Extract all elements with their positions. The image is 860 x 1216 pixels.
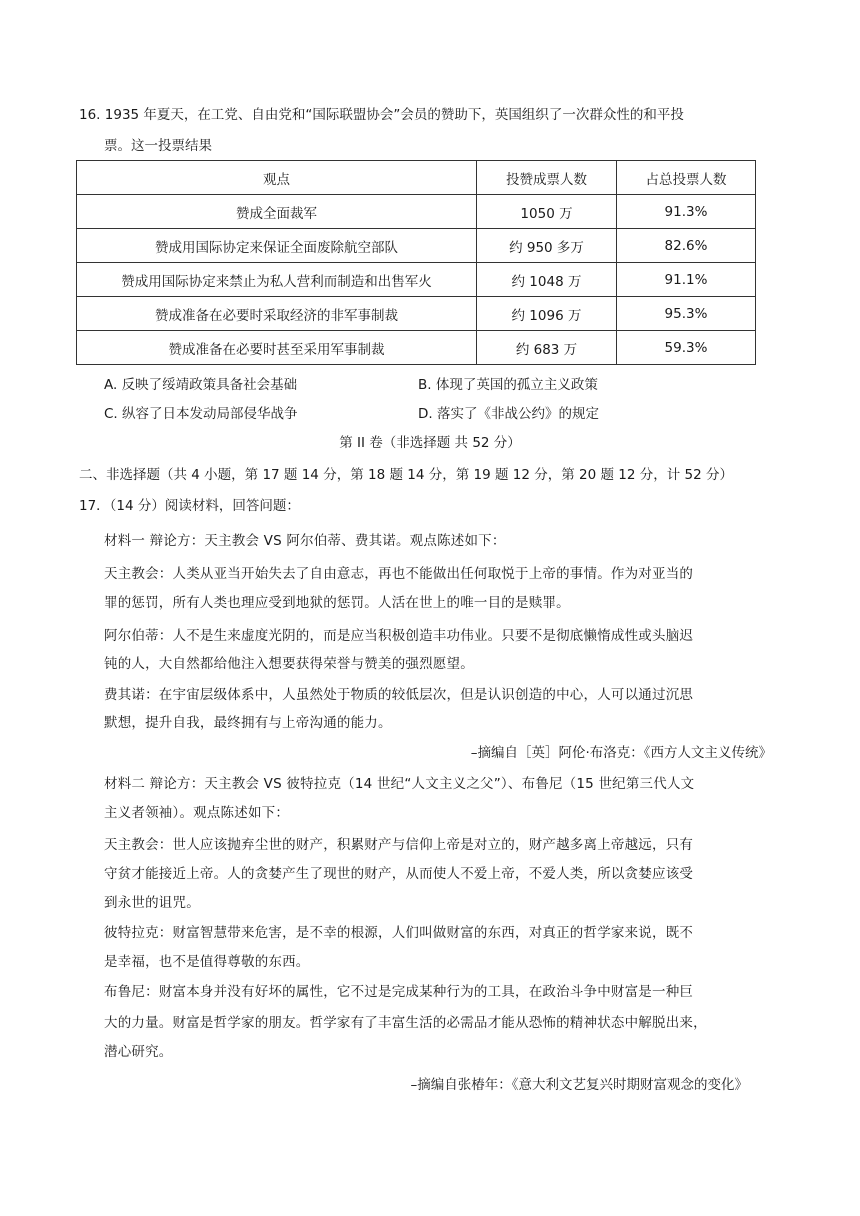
paragraph-line: 默想，提升自我，最终拥有与上帝沟通的能力。: [104, 715, 392, 731]
question-17-intro: 17．（14 分）阅读材料，回答问题：: [79, 498, 300, 514]
option-c[interactable]: C. 纵容了日本发动局部侵华战争: [104, 406, 298, 422]
poll-results-table: [76, 160, 756, 365]
viewpoint-cell: 赞成全面裁军: [77, 195, 477, 229]
votes-cell: 约 1048 万: [477, 263, 617, 297]
paragraph-line: 大的力量。财富是哲学家的朋友。哲学家有了丰富生活的必需品才能从恐怖的精神状态中解脱出来，: [104, 1015, 707, 1031]
section-title: 第 II 卷（非选择题 共 52 分）: [339, 435, 521, 451]
paragraph-line: 到永世的诅咒。: [104, 895, 200, 911]
header-viewpoint: 观点: [77, 161, 477, 195]
table-row: [77, 229, 756, 263]
material-2-source: –摘编自张椿年：《意大利文艺复兴时期财富观念的变化》: [410, 1077, 748, 1093]
material-1-title: 材料一 辩论方：天主教会 VS 阿尔伯蒂、费其诺。观点陈述如下：: [104, 533, 506, 549]
option-b[interactable]: B. 体现了英国的孤立主义政策: [418, 377, 598, 393]
paragraph-line: 阿尔伯蒂：人不是生来虚度光阴的，而是应当积极创造丰功伟业。只要不是彻底懒惰成性或头脑迟: [104, 628, 694, 644]
paragraph-line: 罪的惩罚，所有人类也理应受到地狱的惩罚。人活在世上的唯一目的是赎罪。: [104, 595, 570, 611]
percent-cell: 82.6%: [617, 229, 756, 263]
question-16-stem-line2: 票。这一投票结果: [104, 138, 212, 154]
paragraph-line: 钝的人，大自然都给他注入想要获得荣誉与赞美的强烈愿望。: [104, 656, 474, 672]
table-header-row: [77, 161, 756, 195]
paragraph-line: 潜心研究。: [104, 1044, 173, 1060]
votes-cell: 约 1096 万: [477, 297, 617, 331]
percent-cell: 59.3%: [617, 331, 756, 365]
section-heading: 二、非选择题（共 4 小题，第 17 题 14 分，第 18 题 14 分，第 19 题 12 分，第 20 题 12 分，计 52 分）: [79, 467, 734, 483]
header-percent: 占总投票人数: [617, 161, 756, 195]
votes-cell: 1050 万: [477, 195, 617, 229]
viewpoint-cell: 赞成准备在必要时甚至采用军事制裁: [77, 331, 477, 365]
table-row: [77, 331, 756, 365]
percent-cell: 91.1%: [617, 263, 756, 297]
viewpoint-cell: 赞成准备在必要时采取经济的非军事制裁: [77, 297, 477, 331]
paragraph-line: 天主教会：人类从亚当开始失去了自由意志，再也不能做出任何取悦于上帝的事情。作为对亚当的: [104, 566, 694, 582]
material-2-title-line2: 主义者领袖）。观点陈述如下：: [104, 805, 290, 821]
paragraph-line: 天主教会：世人应该抛弃尘世的财产，积累财产与信仰上帝是对立的，财产越多离上帝越远，只有: [104, 837, 694, 853]
percent-cell: 95.3%: [617, 297, 756, 331]
material-2-title-line1: 材料二 辩论方：天主教会 VS 彼特拉克（14 世纪“人文主义之父”）、布鲁尼（15 世纪第三代人文: [104, 776, 695, 792]
paragraph-line: 布鲁尼：财富本身并没有好坏的属性，它不过是完成某种行为的工具，在政治斗争中财富是一种巨: [104, 984, 694, 1000]
table-row: [77, 195, 756, 229]
table-row: [77, 263, 756, 297]
paragraph-line: 费其诺：在宇宙层级体系中，人虽然处于物质的较低层次，但是认识创造的中心，人可以通过沉思: [104, 687, 694, 703]
viewpoint-cell: 赞成用国际协定来保证全面废除航空部队: [77, 229, 477, 263]
table-row: [77, 297, 756, 331]
percent-cell: 91.3%: [617, 195, 756, 229]
material-1-source: –摘编自［英］阿伦·布洛克：《西方人文主义传统》: [470, 745, 772, 761]
option-a[interactable]: A. 反映了绥靖政策具备社会基础: [104, 377, 298, 393]
header-votes: 投赞成票人数: [477, 161, 617, 195]
viewpoint-cell: 赞成用国际协定来禁止为私人营利而制造和出售军火: [77, 263, 477, 297]
votes-cell: 约 950 多万: [477, 229, 617, 263]
paragraph-line: 是幸福，也不是值得尊敬的东西。: [104, 954, 310, 970]
option-d[interactable]: D. 落实了《非战公约》的规定: [418, 406, 599, 422]
votes-cell: 约 683 万: [477, 331, 617, 365]
question-16-stem-line1: 16. 1935 年夏天，在工党、自由党和“国际联盟协会”会员的赞助下，英国组织了一次群众性的和平投: [79, 107, 684, 123]
paragraph-line: 守贫才能接近上帝。人的贪婪产生了现世的财产，从而使人不爱上帝，不爱人类，所以贪婪应该受: [104, 866, 694, 882]
paragraph-line: 彼特拉克：财富智慧带来危害，是不幸的根源，人们叫做财富的东西，对真正的哲学家来说，既不: [104, 925, 694, 941]
